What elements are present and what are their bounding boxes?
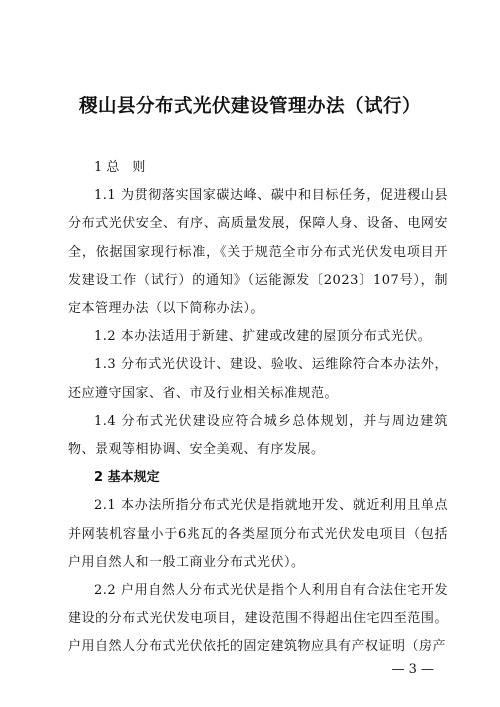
- page-number: — 3 —: [391, 662, 434, 677]
- document-title: 稷山县分布式光伏建设管理办法（试行）: [78, 96, 421, 117]
- paragraph-1-4: 1.4 分布式光伏建设应符合城乡总体规划，并与周边建筑物、景观等相协调、安全美观、有序发展。: [68, 413, 448, 458]
- paragraph-2-2: 2.2 户用自然人分布式光伏是指个人利用自有合法住宅开发建设的分布式光伏发电项目，建设范围不得超出住宅四至范围。户用自然人分布式光伏依托的固定建筑物应具有产权证明（房产: [68, 583, 448, 655]
- paragraph-1-3: 1.3 分布式光伏设计、建设、验收、运维除符合本办法外，还应遵守国家、省、市及行业相关标准规范。: [68, 357, 448, 401]
- document-body: [68, 154, 448, 662]
- paragraph-1-1: 1.1 为贯彻落实国家碳达峰、碳中和目标任务，促进稷山县分布式光伏安全、有序、高质量发展，保障人身、设备、电网安全，依据国家现行标准，《关于规范全市分布式光伏发电项目开发建设工作（试行）的通知》（运能源发〔2023〕107号），制定本管理办法（以下简称办法）。: [68, 188, 448, 317]
- section-heading-1: 1 总 则: [94, 160, 146, 175]
- paragraph-2-1: 2.1 本办法所指分布式光伏是指就地开发、就近利用且单点并网装机容量小于6兆瓦的各类屋顶分布式光伏发电项目（包括户用自然人和一般工商业分布式光伏）。: [68, 498, 448, 570]
- section-heading-2: 2 基本规定: [94, 470, 160, 486]
- paragraph-1-2: 1.2 本办法适用于新建、扩建或改建的屋顶分布式光伏。: [94, 329, 432, 345]
